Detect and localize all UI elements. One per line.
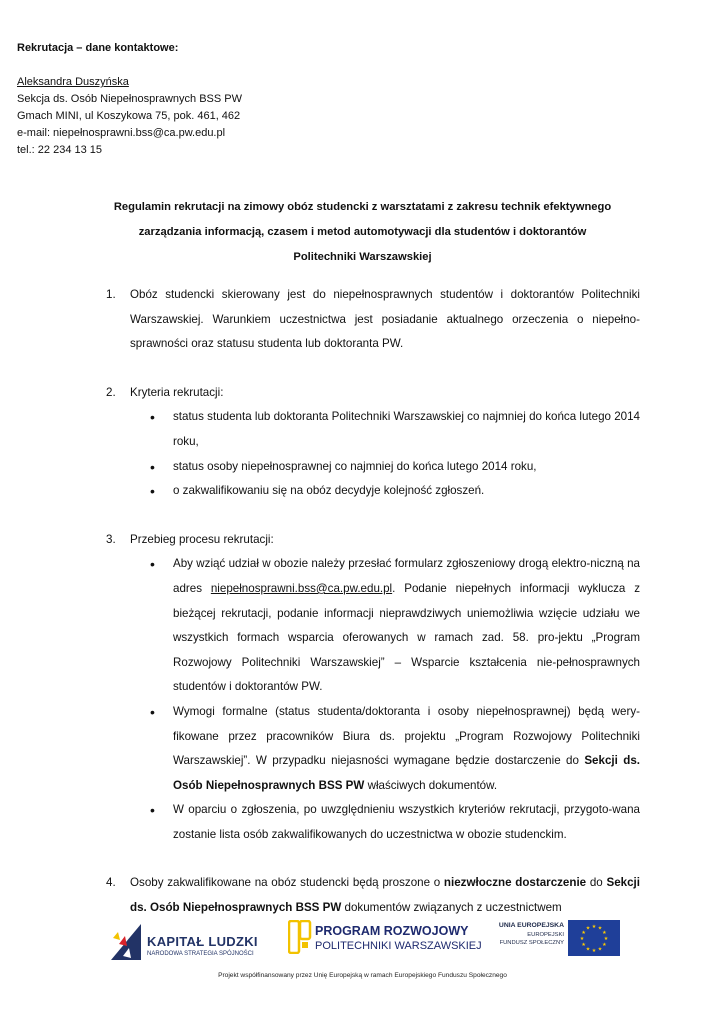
kl-title: KAPITAŁ LUDZKI (147, 934, 258, 949)
list-item: • W oparciu o zgłoszenia, po uwzględnieniu wszystkich kryteriów rekrutacji, przygoto-wana zostanie lista osób zakwalifikowanych do uczestnictwa w obozie studenckim. (130, 798, 640, 847)
section-1 (100, 283, 640, 357)
eu-logo (490, 920, 620, 970)
list-item: • status studenta lub doktoranta Politechniki Warszawskiej co najmniej do końca lutego 2014 roku, (130, 405, 640, 454)
cofinancing-note: Projekt współfinansowany przez Unię Europejską w ramach Europejskiego Funduszu Społecznego (218, 972, 507, 979)
contact-address: Gmach MINI, ul Koszykowa 75, pok. 461, 462 (17, 110, 241, 122)
section-text: Osoby zakwalifikowane na obóz studencki będą proszone o niezwłoczne dostarczenie do Sekcji ds. Osób Niepełnosprawnych BSS PW dokumentów związanych z uczestnictwem (130, 876, 640, 915)
email-link[interactable]: niepełnosprawni.bss@ca.pw.edu.pl (210, 581, 393, 595)
svg-text:★: ★ (585, 925, 591, 932)
list-item: • Wymogi formalne (status studenta/doktoranta i osoby niepełnosprawnej) będą wery-fikowane przez pracowników Biura ds. projektu „Program Rozwojowy Politechniki Warszawskiej”. W przypadku niejasności wymagane będzie dostarczenie do Sekcji ds. Osób Niepełnosprawnych BSS PW właściwych dokumentów. (130, 700, 640, 798)
contact-department: Sekcja ds. Osób Niepełnosprawnych BSS PW (17, 93, 242, 105)
svg-text:★: ★ (591, 948, 597, 954)
eu-line-2: EUROPEJSKI (527, 932, 564, 938)
eu-line-3: FUNDUSZ SPOŁECZNY (499, 940, 564, 946)
list-item: • Aby wziąć udział w obozie należy przesłać formularz zgłoszeniowy drogą elektro-niczną na adres niepełnosprawni.bss@ca.pw.edu.pl. Podanie niepełnych informacji wyklucza z bieżącej rekrutacji, podanie informacji nieprawdziwych uniemożliwia wzięcie udziału we wszystkich formach wsparcia oferowanych w ramach zad. 58. pro-jektu „Program Rozwojowy Politechniki Warszawskiej” – Wsparcie kształcenia nie-pełnosprawnych studentów i doktorantów PW. (130, 552, 640, 700)
program-rozwojowy-logo (288, 920, 482, 970)
bullet-icon: • (150, 483, 155, 500)
regulation-body (100, 283, 640, 921)
section-number: 4. (106, 876, 116, 890)
bullet-icon: • (150, 458, 155, 475)
kapital-ludzki-icon (105, 916, 145, 966)
section-number: 2. (106, 385, 116, 399)
kapital-ludzki-logo (105, 916, 270, 972)
title-line-1: Regulamin rekrutacji na zimowy obóz studencki z warsztatami z zakresu technik efektywnego (113, 201, 612, 213)
section-heading: Kryteria rekrutacji: (130, 385, 224, 399)
title-line-3: Politechniki Warszawskiej (293, 251, 432, 263)
process-list (130, 552, 640, 847)
criteria-list (130, 405, 640, 503)
bullet-icon: • (150, 802, 155, 819)
svg-text:★: ★ (581, 930, 586, 936)
svg-text:★: ★ (591, 924, 597, 930)
section-text: Obóz studencki skierowany jest do niepełnosprawnych studentów i doktorantów Politechniki Warszawskiej. Warunkiem uczestnictwa jest posiadanie aktualnego orzeczenia o niepełno-sprawności oraz statusu studenta lub doktoranta PW. (130, 288, 640, 351)
svg-text:★: ★ (602, 942, 607, 948)
bullet-icon: • (150, 556, 155, 573)
section-3 (100, 528, 640, 848)
contact-block (17, 40, 242, 159)
document-title (60, 195, 665, 270)
contact-name: Aleksandra Duszyńska (17, 76, 129, 88)
svg-text:★: ★ (579, 936, 585, 942)
pr-subtitle: POLITECHNIKI WARSZAWSKIEJ (315, 940, 482, 952)
pr-title: PROGRAM ROZWOJOWY (315, 924, 469, 938)
kl-subtitle: NARODOWA STRATEGIA SPÓJNOŚCI (147, 951, 254, 957)
svg-text:★: ★ (597, 925, 603, 932)
svg-text:★: ★ (602, 930, 607, 936)
list-item: • status osoby niepełnosprawnej co najmniej do końca lutego 2014 roku, (130, 455, 640, 480)
svg-text:★: ★ (585, 946, 591, 953)
title-line-2: zarządzania informacją, czasem i metod automotywacji dla studentów i doktorantów (138, 226, 587, 238)
section-heading: Przebieg procesu rekrutacji: (130, 532, 274, 546)
section-number: 1. (106, 288, 116, 301)
svg-text:★: ★ (581, 942, 586, 948)
svg-text:★: ★ (603, 936, 609, 942)
section-number: 3. (106, 532, 116, 546)
section-2 (100, 381, 640, 504)
contact-phone: tel.: 22 234 13 15 (17, 144, 103, 156)
list-item: • o zakwalifikowaniu się na obóz decydyje kolejność zgłoszeń. (130, 479, 640, 504)
svg-text:★: ★ (597, 946, 603, 953)
eu-title: UNIA EUROPEJSKA (498, 922, 564, 929)
bullet-icon: • (150, 409, 155, 426)
bullet-icon: • (150, 703, 155, 720)
contact-email: e-mail: niepełnosprawni.bss@ca.pw.edu.pl (17, 127, 226, 139)
contact-label: Rekrutacja – dane kontaktowe: (17, 42, 179, 54)
footer-logos (0, 912, 725, 992)
eu-flag-icon (568, 920, 620, 956)
pr-icon (288, 920, 312, 954)
